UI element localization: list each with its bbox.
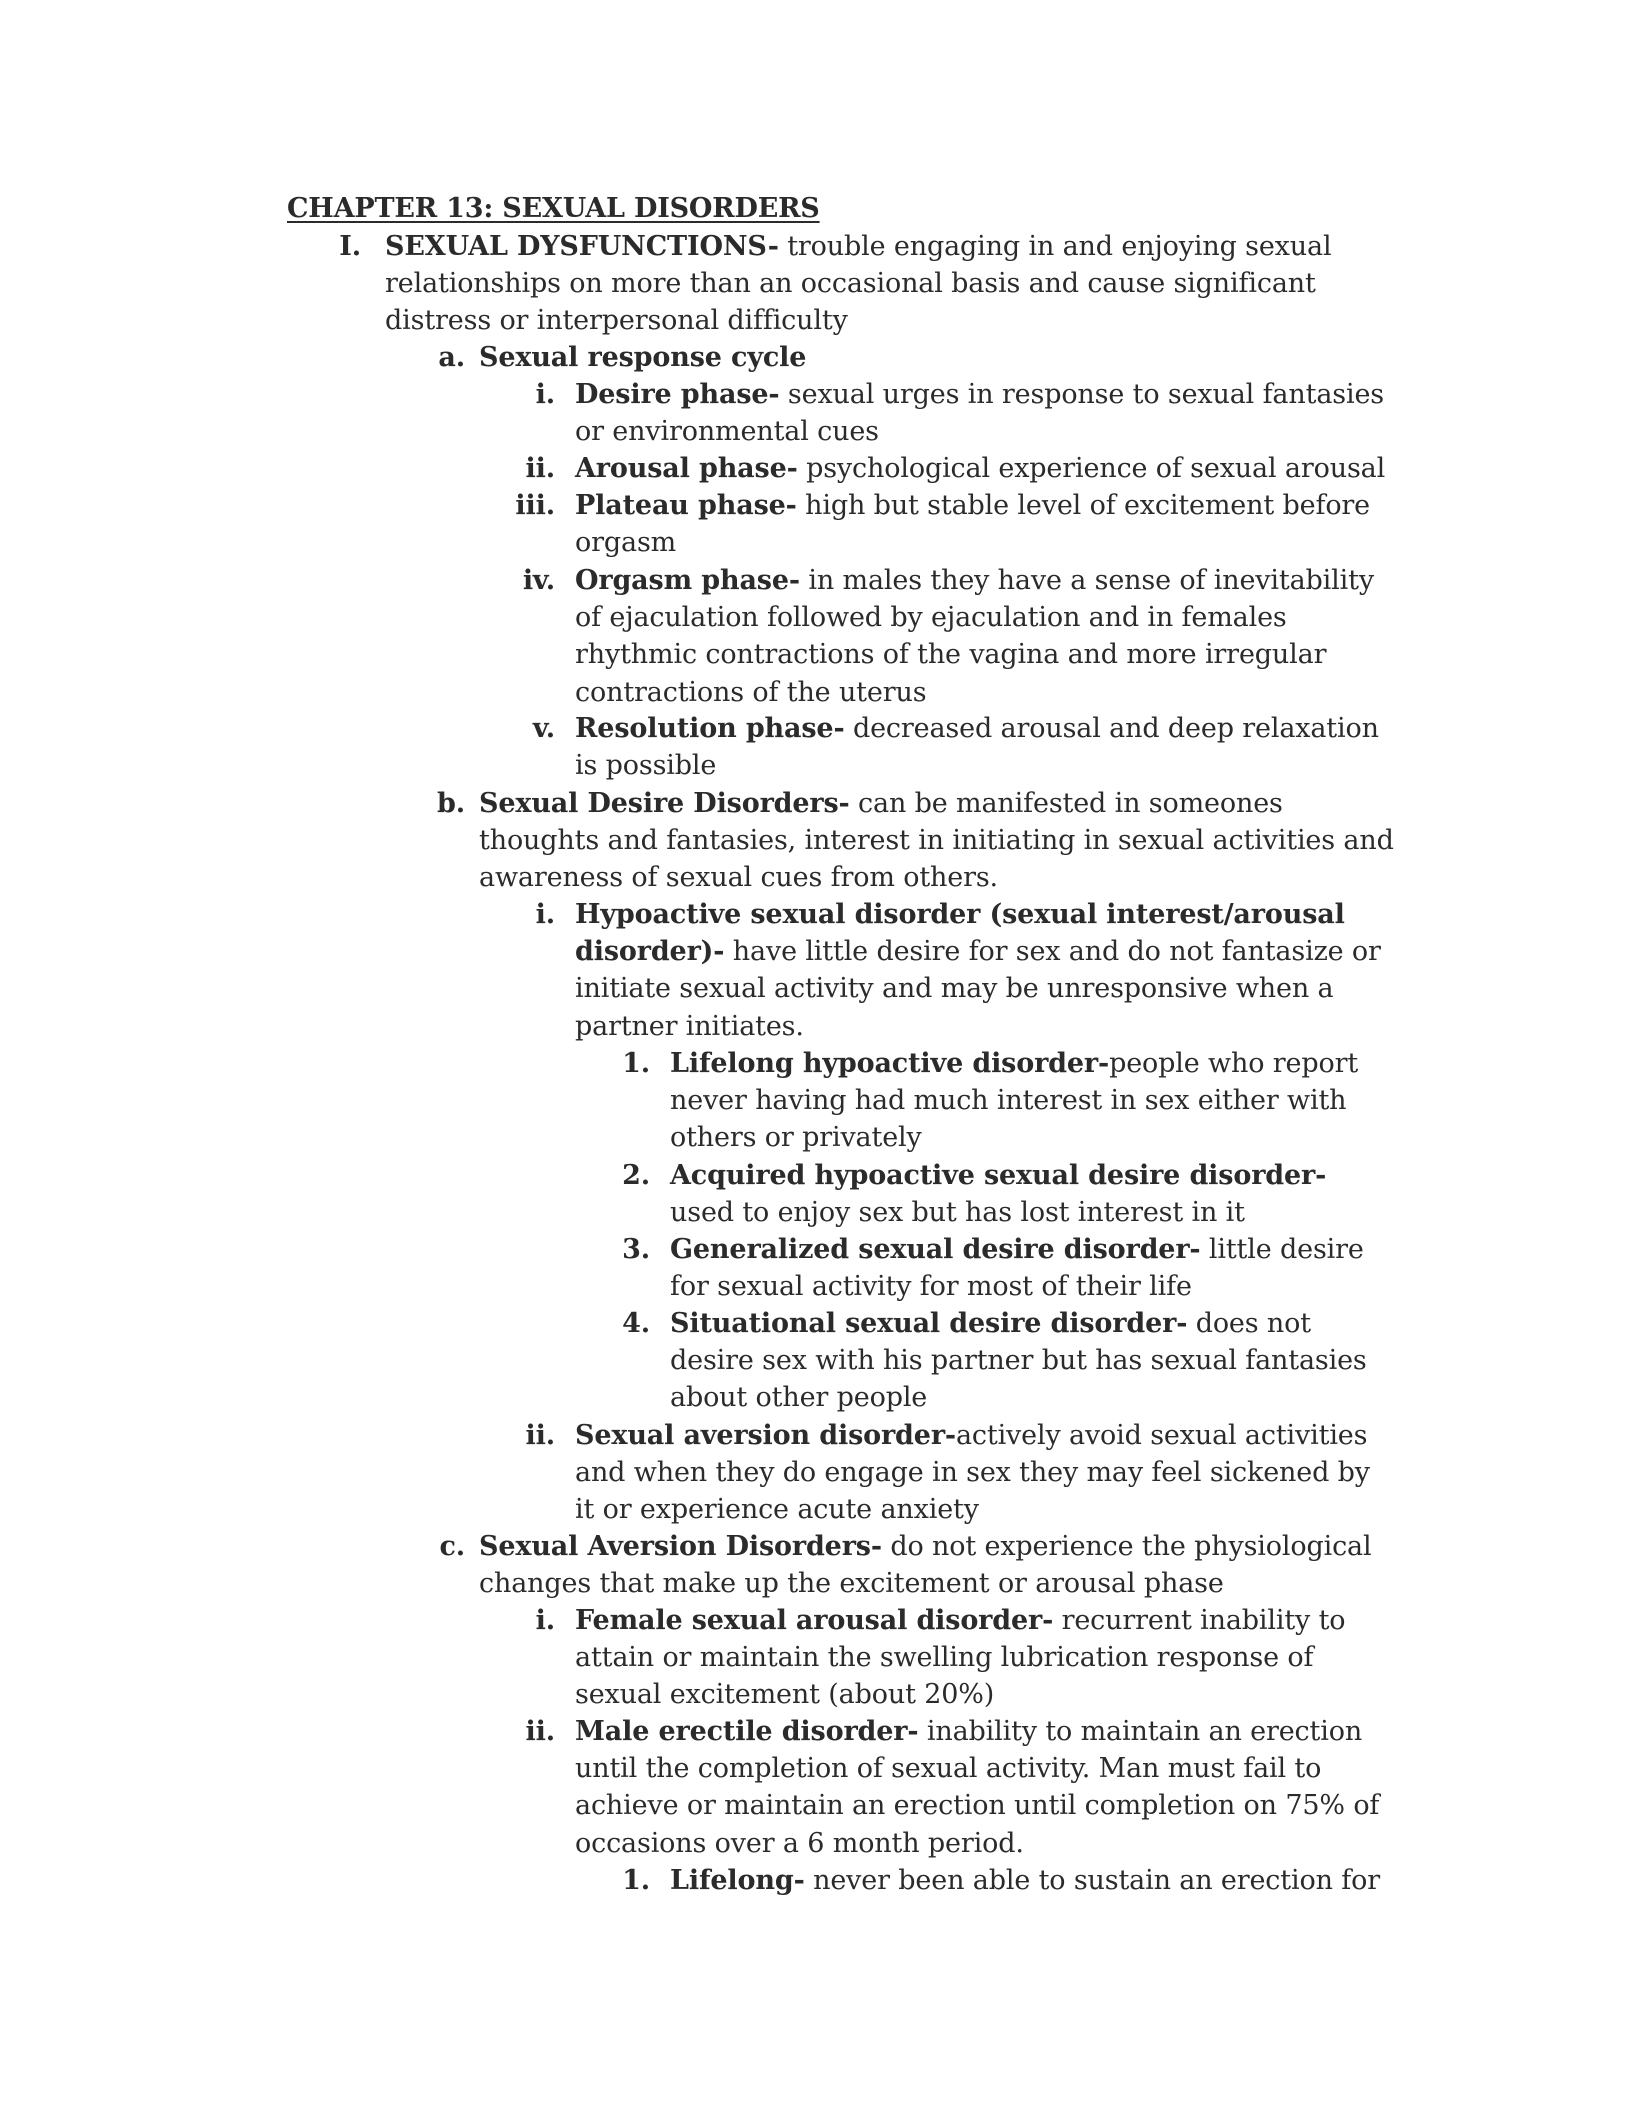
item-text: inability to maintain an erection until the completion of sexual activity. Man must fail to achieve or maintain an erection until completion on 75% of occasions over a 6 month period.: [575, 1716, 1380, 1859]
item-marker: ii.: [525, 453, 555, 484]
item-term: SEXUAL DYSFUNCTIONS-: [385, 231, 779, 262]
item-marker: i.: [535, 1605, 555, 1636]
item-term: Situational sexual desire disorder-: [670, 1308, 1188, 1339]
item-term: Arousal phase-: [575, 453, 798, 484]
outline-item-sexual-desire-disorders: [437, 785, 1399, 897]
outline-item-arousal-phase: [525, 450, 1390, 487]
item-text: in males they have a sense of inevitability of ejaculation followed by ejaculation and in females rhythmic contractions of the vagina and more irregular contractions of the uterus: [575, 565, 1374, 708]
outline-item-resolution-phase: [532, 710, 1390, 784]
item-text: does not desire sex with his partner but has sexual fantasies about other people: [670, 1308, 1367, 1414]
outline-item-lifelong-hypoactive: [622, 1045, 1385, 1157]
item-marker: b.: [437, 788, 465, 819]
item-marker: ii.: [525, 1420, 555, 1451]
outline-item-sexual-response-cycle: [438, 339, 1399, 376]
item-marker: iii.: [515, 490, 555, 521]
outline-item-orgasm-phase: [522, 562, 1390, 711]
item-text: used to enjoy sex but has lost interest in it: [670, 1197, 1245, 1229]
outline-item-male-erectile-disorder: [525, 1713, 1390, 1862]
item-marker: iv.: [522, 565, 555, 596]
item-text: people who report never having had much interest in sex either with others or privately: [670, 1048, 1359, 1154]
item-marker: a.: [438, 342, 465, 373]
item-term: Lifelong-: [670, 1865, 805, 1896]
item-marker: 1.: [622, 1865, 650, 1896]
item-text: never been able to sustain an erection for: [804, 1865, 1380, 1896]
item-marker: c.: [439, 1531, 465, 1562]
item-text: have little desire for sex and do not fantasize or initiate sexual activity and may be unresponsive when a partner initiates.: [575, 936, 1381, 1042]
item-text: can be manifested in someones thoughts and fantasies, interest in initiating in sexual activities and awareness of sexual cues from others.: [479, 788, 1394, 894]
outline-item-sexual-dysfunctions: [339, 228, 1385, 340]
item-text: trouble engaging in and enjoying sexual relationships on more than an occasional basis and cause significant distress or interpersonal difficulty: [385, 231, 1332, 337]
item-term: Acquired hypoactive sexual desire disorder-: [670, 1160, 1327, 1191]
item-term: Generalized sexual desire disorder-: [670, 1234, 1201, 1265]
item-text: high but stable level of excitement before orgasm: [575, 490, 1371, 559]
outline-item-generalized-desire: [622, 1231, 1385, 1305]
item-marker: 3.: [622, 1234, 650, 1265]
item-marker: 1.: [622, 1048, 650, 1079]
item-term: Orgasm phase-: [575, 565, 800, 596]
item-text: psychological experience of sexual arousal: [797, 453, 1386, 484]
item-term: Sexual response cycle: [479, 342, 807, 373]
item-term: Sexual aversion disorder-: [575, 1420, 956, 1451]
item-term: Lifelong hypoactive disorder-: [670, 1048, 1110, 1079]
chapter-title: CHAPTER 13: SEXUAL DISORDERS: [287, 193, 820, 224]
outline-item-hypoactive-sexual-disorder: [535, 896, 1390, 1045]
item-term: Female sexual arousal disorder-: [575, 1605, 1054, 1636]
outline-item-plateau-phase: [515, 487, 1390, 561]
item-marker: i.: [535, 899, 555, 930]
item-text: decreased arousal and deep relaxation is possible: [575, 713, 1379, 782]
item-marker: 4.: [622, 1308, 650, 1339]
item-term: Plateau phase-: [575, 490, 797, 521]
item-marker: v.: [532, 713, 555, 744]
outline-item-acquired-hypoactive: [622, 1157, 1385, 1231]
item-term: Male erectile disorder-: [575, 1716, 919, 1747]
item-marker: ii.: [525, 1716, 555, 1747]
outline-item-sexual-aversion-disorders: [439, 1528, 1399, 1602]
item-text: recurrent inability to attain or maintain the swelling lubrication response of sexual excitement (about 20%): [575, 1605, 1346, 1711]
outline-item-female-arousal-disorder: [535, 1602, 1390, 1714]
item-marker: i.: [535, 379, 555, 410]
outline-item-sexual-aversion-disorder: [525, 1417, 1390, 1529]
item-text: little desire for sexual activity for most of their life: [670, 1234, 1364, 1303]
item-term: Resolution phase-: [575, 713, 845, 744]
outline-item-situational-desire: [622, 1305, 1385, 1417]
item-text: actively avoid sexual activities and when they do engage in sex they may feel sickened by it or experience acute anxiety: [575, 1420, 1370, 1526]
outline-item-desire-phase: [535, 376, 1390, 450]
item-marker: I.: [339, 231, 361, 262]
item-term: Sexual Desire Disorders-: [479, 788, 850, 819]
item-text: do not experience the physiological changes that make up the excitement or arousal phase: [479, 1531, 1372, 1600]
item-marker: 2.: [622, 1160, 650, 1191]
outline-item-lifelong: [622, 1862, 1385, 1899]
item-term: Sexual Aversion Disorders-: [479, 1531, 882, 1562]
item-term: Desire phase-: [575, 379, 780, 410]
item-term: Hypoactive sexual disorder (sexual interest/arousal disorder)-: [575, 899, 1345, 968]
item-text: sexual urges in response to sexual fantasies or environmental cues: [575, 379, 1384, 448]
